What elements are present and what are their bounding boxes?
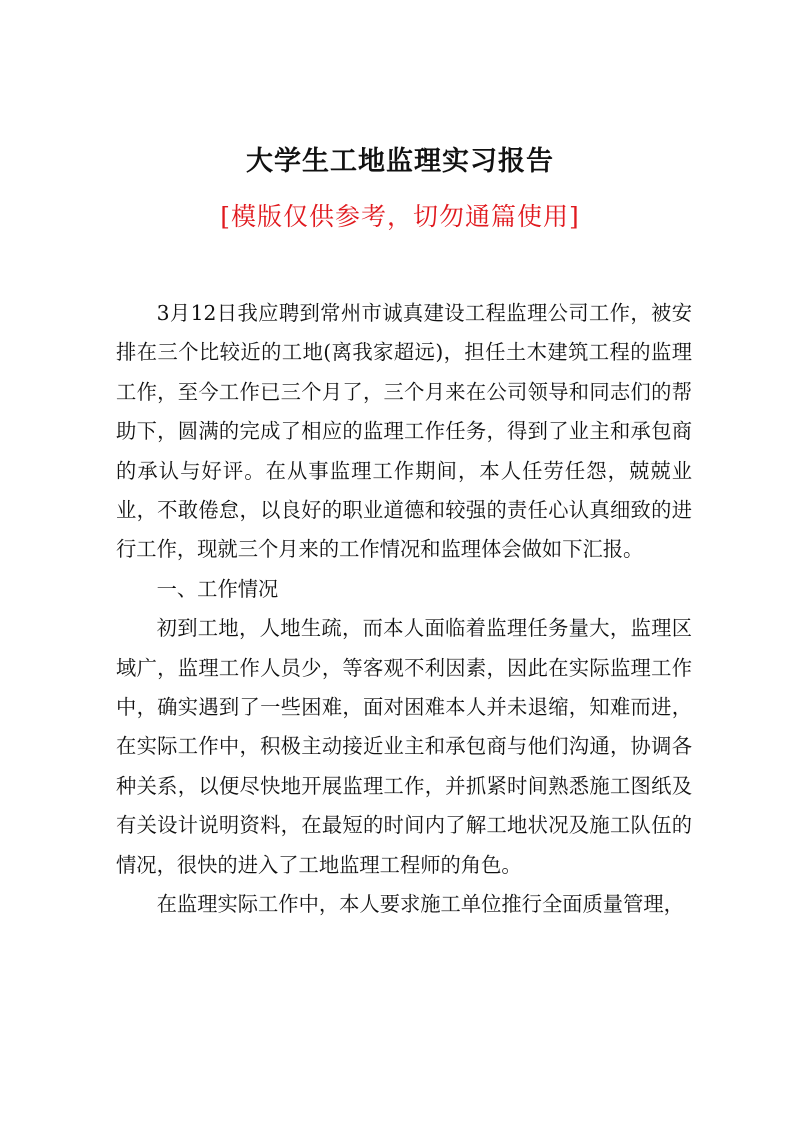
document-body (116, 294, 692, 925)
paragraph-quality-management: 在监理实际工作中，本人要求施工单位推行全面质量管理， (156, 892, 684, 917)
section-heading-work-status: 一、工作情况 (156, 576, 279, 601)
document-title: 大学生工地监理实习报告 (246, 146, 554, 177)
paragraph-intro: 3月12日我应聘到常州市诚真建设工程监理公司工作，被安排在三个比较近的工地(离我家超远)，担任土木建筑工程的监理工作，至今工作已三个月了，三个月来在公司领导和同志们的帮助下，圆满的完成了相应的监理工作任务，得到了业主和承包商的承认与好评。在从事监理工作期间，本人任劳任怨，兢兢业业，不敢倦怠，以良好的职业道德和较强的责任心认真细致的进行工作，现就三个月来的工作情况和监理体会做如下汇报。 (116, 301, 692, 562)
paragraph-work-status: 初到工地，人地生疏，而本人面临着监理任务量大，监理区域广，监理工作人员少，等客观不利因素，因此在实际监理工作中，确实遇到了一些困难，面对困难本人并未退缩，知难而进，在实际工作中，积极主动接近业主和承包商与他们沟通，协调各种关系，以便尽快地开展监理工作，并抓紧时间熟悉施工图纸及有关设计说明资料，在最短的时间内了解工地状况及施工队伍的情况，很快的进入了工地监理工程师的角色。 (116, 616, 692, 877)
template-disclaimer: [模版仅供参考，切勿通篇使用] (220, 202, 580, 231)
